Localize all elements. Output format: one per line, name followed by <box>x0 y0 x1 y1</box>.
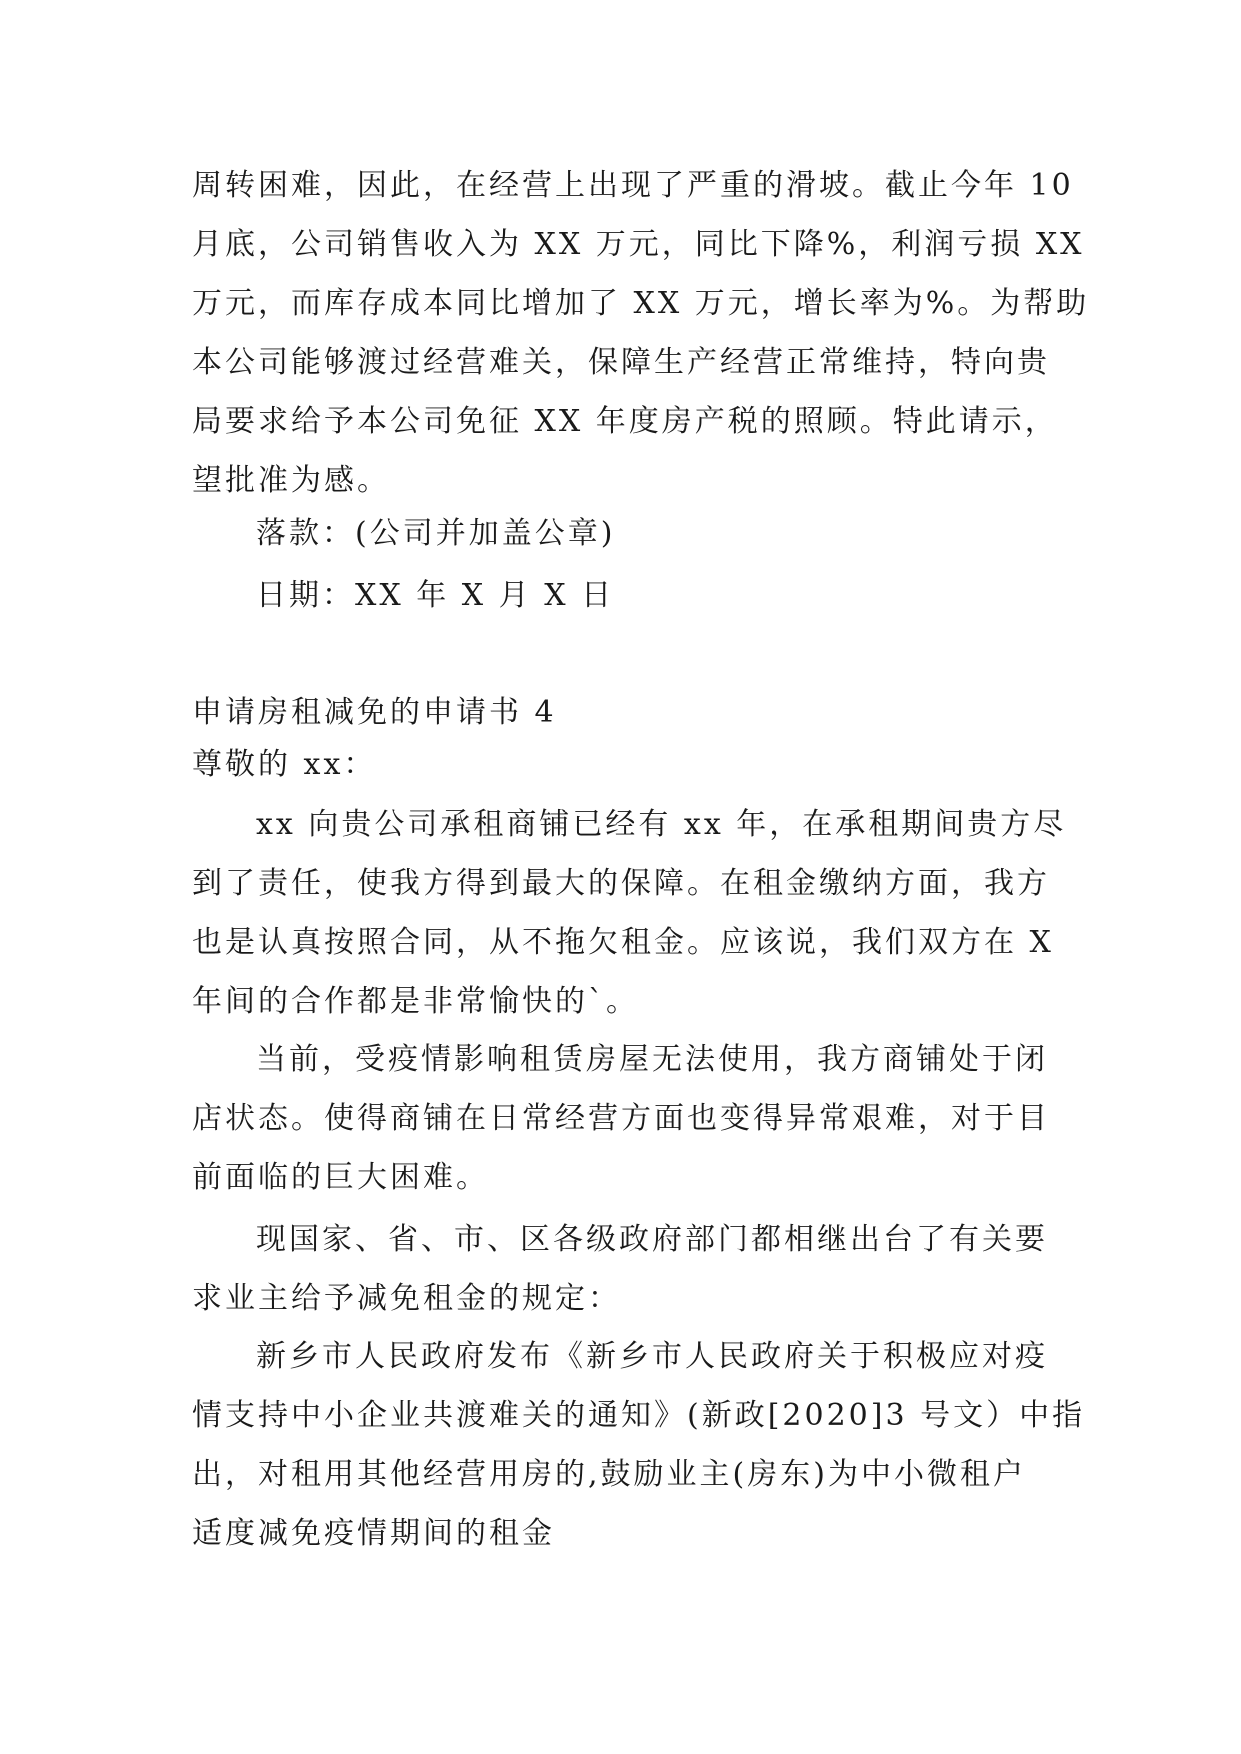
paragraph-line: 望批准为感。 <box>192 463 390 498</box>
paragraph-line: 店状态。使得商铺在日常经营方面也变得异常艰难，对于目 <box>192 1101 1050 1136</box>
paragraph-line: 前面临的巨大困难。 <box>192 1160 489 1195</box>
paragraph-line: 年间的合作都是非常愉快的`。 <box>192 984 639 1019</box>
paragraph-xinxiang-notice <box>192 1327 1086 1563</box>
paragraph-line: 到了责任，使我方得到最大的保障。在租金缴纳方面，我方 <box>192 866 1050 901</box>
date-line: 日期：XX 年 X 月 X 日 <box>256 578 615 613</box>
paragraph-tenancy <box>192 795 1067 1031</box>
paragraph-line: 本公司能够渡过经营难关，保障生产经营正常维持，特向贵 <box>192 345 1050 380</box>
salutation-block <box>192 735 1052 794</box>
paragraph-line: 月底，公司销售收入为 XX 万元，同比下降%，利润亏损 XX <box>192 227 1085 262</box>
paragraph-line: 求业主给予减免租金的规定： <box>192 1281 621 1316</box>
signature-block <box>192 504 1052 563</box>
paragraph-line: 现国家、省、市、区各级政府部门都相继出台了有关要 <box>256 1222 1048 1257</box>
signature-line: 落款：(公司并加盖公章) <box>256 516 616 551</box>
paragraph-line: 情支持中小企业共渡难关的通知》(新政[2020]3 号文）中指 <box>192 1398 1086 1433</box>
salutation: 尊敬的 xx： <box>192 747 377 782</box>
section-title <box>192 683 1052 742</box>
paragraph-line: 周转困难，因此，在经营上出现了严重的滑坡。截止今年 10 <box>192 168 1074 203</box>
date-block <box>192 566 1052 625</box>
paragraph-line: 当前，受疫情影响租赁房屋无法使用，我方商铺处于闭 <box>256 1042 1048 1077</box>
paragraph-line: 也是认真按照合同，从不拖欠租金。应该说，我们双方在 X <box>192 925 1054 960</box>
paragraph-line: 新乡市人民政府发布《新乡市人民政府关于积极应对疫 <box>256 1339 1048 1374</box>
paragraph-line: 适度减免疫情期间的租金 <box>192 1516 555 1551</box>
paragraph-tax-relief <box>192 156 1090 510</box>
paragraph-epidemic-impact <box>192 1030 1052 1207</box>
page-title: 申请房租减免的申请书 4 <box>192 695 557 730</box>
paragraph-line: 万元，而库存成本同比增加了 XX 万元，增长率为%。为帮助 <box>192 286 1090 321</box>
paragraph-government-policy <box>192 1210 1052 1328</box>
paragraph-line: 出，对租用其他经营用房的,鼓励业主(房东)为中小微租户 <box>192 1457 1026 1492</box>
paragraph-line: xx 向贵公司承租商铺已经有 xx 年，在承租期间贵方尽 <box>256 807 1067 842</box>
paragraph-line: 局要求给予本公司免征 XX 年度房产税的照顾。特此请示， <box>192 404 1058 439</box>
